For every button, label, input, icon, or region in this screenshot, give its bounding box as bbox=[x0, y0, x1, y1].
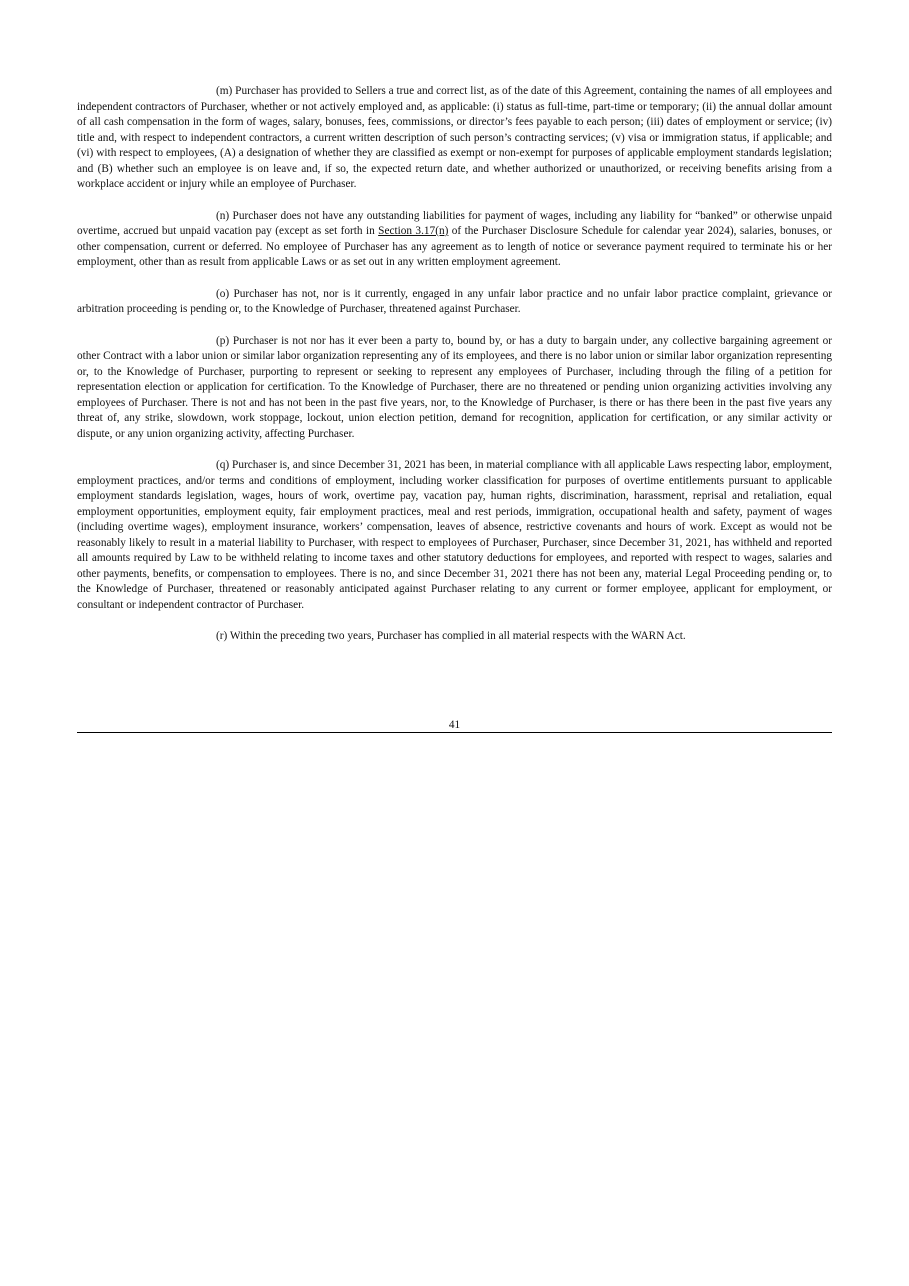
paragraph-m: (m) Purchaser has provided to Sellers a true and correct list, as of the date of this Agreement, containing the names of all employees and independent contractors of Purchaser, whether or not actively employed and, as applicable: (i) status as full-time, part-time or temporary; (ii) the annual dollar amount of all cash compensation in the form of wages, salary, bonuses, fees, commissions, or director’s fees payable to each person; (iii) dates of employment or service; (iv) title and, with respect to independent contractors, a current written description of such person’s contracting services; (v) visa or immigration status, if applicable; and (vi) with respect to employees, (A) a designation of whether they are classified as exempt or non-exempt for purposes of applicable employment standards legislation; and (B) whether such an employee is on leave and, if so, the expected return date, and whether authorized or unauthorized, or receiving benefits arising from a workplace accident or injury while an employee of Purchaser. bbox=[77, 85, 832, 190]
paragraph-p: (p) Purchaser is not nor has it ever been a party to, bound by, or has a duty to bargain under, any collective bargaining agreement or other Contract with a labor union or similar labor organization representing any of its employees, and there is no labor union or similar labor organization representing or, to the Knowledge of Purchaser, purporting to represent or seeking to represent any employees of Purchaser, including through the filing of a petition for representation election or application for certification. To the Knowledge of Purchaser, there are no threatened or pending union organizing activities involving any employees of Purchaser. There is not and has not been in the past five years, nor, to the Knowledge of Purchaser, is there or has there been in the past five years any threat of, any strike, slowdown, work stoppage, lockout, union election petition, demand for recognition, application for certification, or any similar activity or dispute, or any union organizing activity, affecting Purchaser. bbox=[77, 334, 832, 440]
paragraph-n-text-start: (n) Purchaser does not have any outstanding liabilities for payment of wages, including any liability for “banked” or otherwise unpaid overtime, accrued but unpaid vacation pay (except as set forth in bbox=[77, 209, 832, 237]
paragraph-q: (q) Purchaser is, and since December 31, 2021 has been, in material compliance with all applicable Laws respecting labor, employment, employment practices, and/or terms and conditions of employment, including worker classification for purposes of overtime entitlements pursuant to applicable employment standards legislation, wages, hours of work, overtime pay, vacation pay, human rights, discrimination, harassment, reprisal and retaliation, equal employment opportunities, employment equity, fair employment practices, meal and rest periods, immigration, occupational health and safety, payment of wages (including overtime wages), employment insurance, workers’ compensation, leaves of absence, restrictive covenants and hours of work. Except as would not be reasonably likely to result in a material liability to Purchaser, with respect to employees of Purchaser, Purchaser, since December 31, 2021, has withheld and reported all amounts required by Law to be withheld relating to income taxes and other statutory deductions for employees, and reported with respect to wages, salaries and other payments, benefits, or compensation to employees. There is no, and since December 31, 2021 there has not been any, material Legal Proceeding pending or, to the Knowledge of Purchaser, threatened or reasonably anticipated against Purchaser relating to any current or former employee, applicant for employment, or consultant or independent contractor of Purchaser. bbox=[77, 459, 832, 611]
document-body bbox=[77, 84, 832, 661]
paragraph-n-text-end: of the Purchaser Disclosure Schedule for calendar year 2024), salaries, bonuses, or other compensation, current or deferred. No employee of Purchaser has any agreement as to length of notice or severance payment required to terminate his or her employment, other than as result from applicable Laws or as set out in any written employment agreement. bbox=[77, 225, 832, 268]
page-number: 41 bbox=[448, 719, 461, 731]
section-reference-link: Section 3.17(n) bbox=[378, 225, 449, 237]
paragraph-r: (r) Within the preceding two years, Purchaser has complied in all material respects with the WARN Act. bbox=[216, 630, 686, 642]
paragraph-o: (o) Purchaser has not, nor is it currently, engaged in any unfair labor practice and no unfair labor practice complaint, grievance or arbitration proceeding is pending or, to the Knowledge of Purchaser, threatened against Purchaser. bbox=[77, 287, 832, 315]
paragraph-n bbox=[77, 209, 832, 271]
footer-divider bbox=[77, 732, 832, 733]
